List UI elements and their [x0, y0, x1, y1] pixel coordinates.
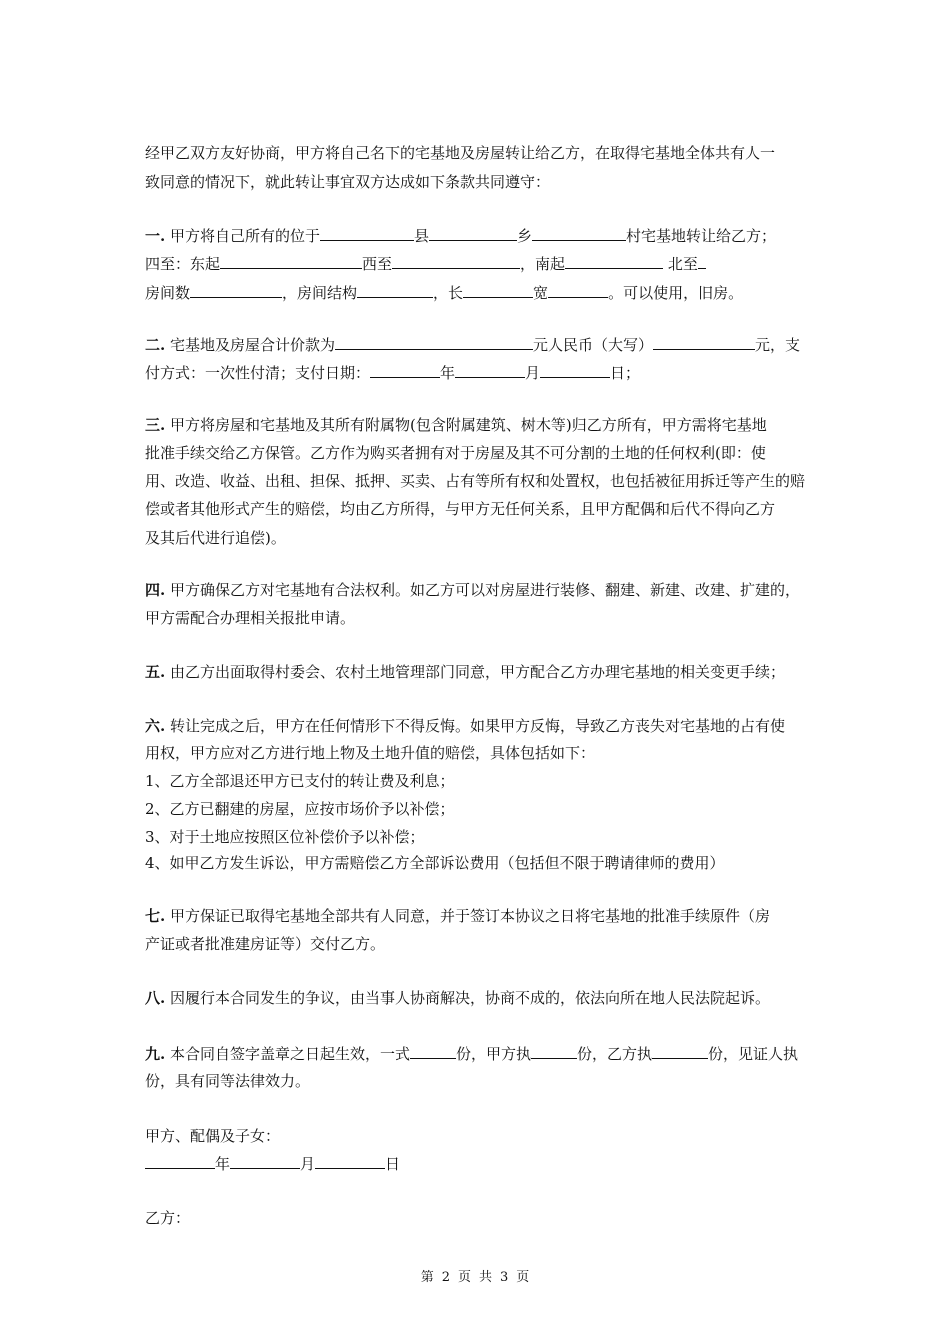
clause-9-line-1: 九. 本合同自签字盖章之日起生效，一式 份，甲方执 份，乙方执 份，见证人执	[145, 1045, 799, 1063]
copies-party-b-blank	[652, 1043, 708, 1059]
copies-party-a-blank	[531, 1043, 577, 1059]
price-blank	[335, 334, 533, 350]
list-item: 3、对于土地应按照区位补偿价予以补偿；	[145, 828, 425, 846]
list-item: 4、如甲乙方发生诉讼，甲方需赔偿乙方全部诉讼费用（包括但不限于聘请律师的费用）	[145, 854, 725, 872]
clause-1-line-3: 房间数 ，房间结构 ，长 宽 。可以使用，旧房。	[145, 284, 744, 302]
sign-day-blank	[315, 1153, 385, 1169]
page-number: 2	[441, 1270, 450, 1285]
pay-month-blank	[455, 362, 525, 378]
sign-month-blank	[230, 1153, 300, 1169]
list-item: 1、乙方全部退还甲方已支付的转让费及利息；	[145, 772, 455, 790]
clause-number: 九.	[145, 1045, 166, 1063]
clause-number: 八.	[145, 989, 166, 1007]
clause-3-line-4: 偿或者其他形式产生的赔偿，均由乙方所得，与甲方无任何关系，且甲方配偶和后代不得向乙方	[145, 500, 776, 518]
length-blank	[463, 282, 533, 298]
clause-6-line-1: 六. 转让完成之后，甲方在任何情形下不得反悔。如果甲方反悔，导致乙方丧失对宅基地的占有使	[145, 717, 786, 735]
clause-number: 五.	[145, 663, 166, 681]
list-item: 2、乙方已翻建的房屋，应按市场价予以补偿；	[145, 800, 455, 818]
clause-5-line-1: 五. 由乙方出面取得村委会、农村土地管理部门同意，甲方配合乙方办理宅基地的相关变更手续；	[145, 663, 786, 681]
clause-number: 三.	[145, 416, 166, 434]
clause-6-line-2: 用权，甲方应对乙方进行地上物及土地升值的赔偿，具体包括如下：	[145, 744, 596, 762]
clause-7-line-2: 产证或者批准建房证等）交付乙方。	[145, 935, 386, 953]
clause-3-line-3: 用、改造、收益、出租、担保、抵押、买卖、占有等所有权和处置权，也包括被征用拆迁等产生的赔	[145, 472, 806, 490]
clause-1-line-2: 四至：东起 西至 ，南起 北至	[145, 253, 706, 274]
north-boundary-blank	[698, 253, 706, 269]
page-footer: 第 2 页 共 3 页	[420, 1270, 530, 1285]
clause-3-line-5: 及其后代进行追偿)。	[145, 529, 286, 547]
clause-7-line-1: 七. 甲方保证已取得宅基地全部共有人同意，并于签订本协议之日将宅基地的批准手续原件（房	[145, 907, 771, 925]
party-a-signature-label: 甲方、配偶及子女：	[145, 1127, 281, 1145]
copies-total-blank	[410, 1043, 456, 1059]
clause-1-line-1: 一. 甲方将自己所有的位于 县 乡 村宅基地转让给乙方；	[145, 227, 777, 245]
width-blank	[548, 282, 608, 298]
room-structure-blank	[357, 282, 433, 298]
price-uppercase-blank	[653, 334, 755, 350]
clause-number: 七.	[145, 907, 166, 925]
township-blank	[429, 225, 517, 241]
total-pages: 3	[500, 1270, 509, 1285]
room-count-blank	[190, 282, 282, 298]
west-boundary-blank	[392, 253, 520, 269]
south-boundary-blank	[565, 253, 663, 269]
clause-number: 一.	[145, 227, 166, 245]
county-blank	[320, 225, 414, 241]
clause-number: 六.	[145, 717, 166, 735]
intro-line-1: 经甲乙双方友好协商，甲方将自己名下的宅基地及房屋转让给乙方，在取得宅基地全体共有人一	[145, 144, 776, 162]
party-b-signature-label: 乙方：	[145, 1209, 191, 1227]
clause-8-line-1: 八. 因履行本合同发生的争议，由当事人协商解决，协商不成的，依法向所在地人民法院起诉。	[145, 989, 771, 1007]
pay-day-blank	[540, 362, 610, 378]
clause-2-line-2: 付方式：一次性付清；支付日期： 年 月 日；	[145, 364, 641, 382]
clause-2-line-1: 二. 宅基地及房屋合计价款为 元人民币（大写） 元，支	[145, 336, 801, 354]
clause-4-line-1: 四. 甲方确保乙方对宅基地有合法权利。如乙方可以对房屋进行装修、翻建、新建、改建、扩建的，	[145, 581, 801, 599]
clause-number: 四.	[145, 581, 166, 599]
east-boundary-blank	[220, 253, 362, 269]
intro-line-2: 致同意的情况下，就此转让事宜双方达成如下条款共同遵守：	[145, 173, 551, 191]
pay-year-blank	[370, 362, 440, 378]
clause-3-line-1: 三. 甲方将房屋和宅基地及其所有附属物(包含附属建筑、树木等)归乙方所有，甲方需将宅基地	[145, 416, 767, 434]
clause-number: 二.	[145, 336, 166, 354]
clause-3-line-2: 批准手续交给乙方保管。乙方作为购买者拥有对于房屋及其不可分割的土地的任何权利(即：使	[145, 444, 766, 462]
party-a-date-line: 年 月 日	[145, 1153, 400, 1174]
clause-4-line-2: 甲方需配合办理相关报批申请。	[145, 609, 356, 627]
sign-year-blank	[145, 1153, 215, 1169]
clause-9-line-2: 份，具有同等法律效力。	[145, 1072, 311, 1090]
village-blank	[532, 225, 626, 241]
